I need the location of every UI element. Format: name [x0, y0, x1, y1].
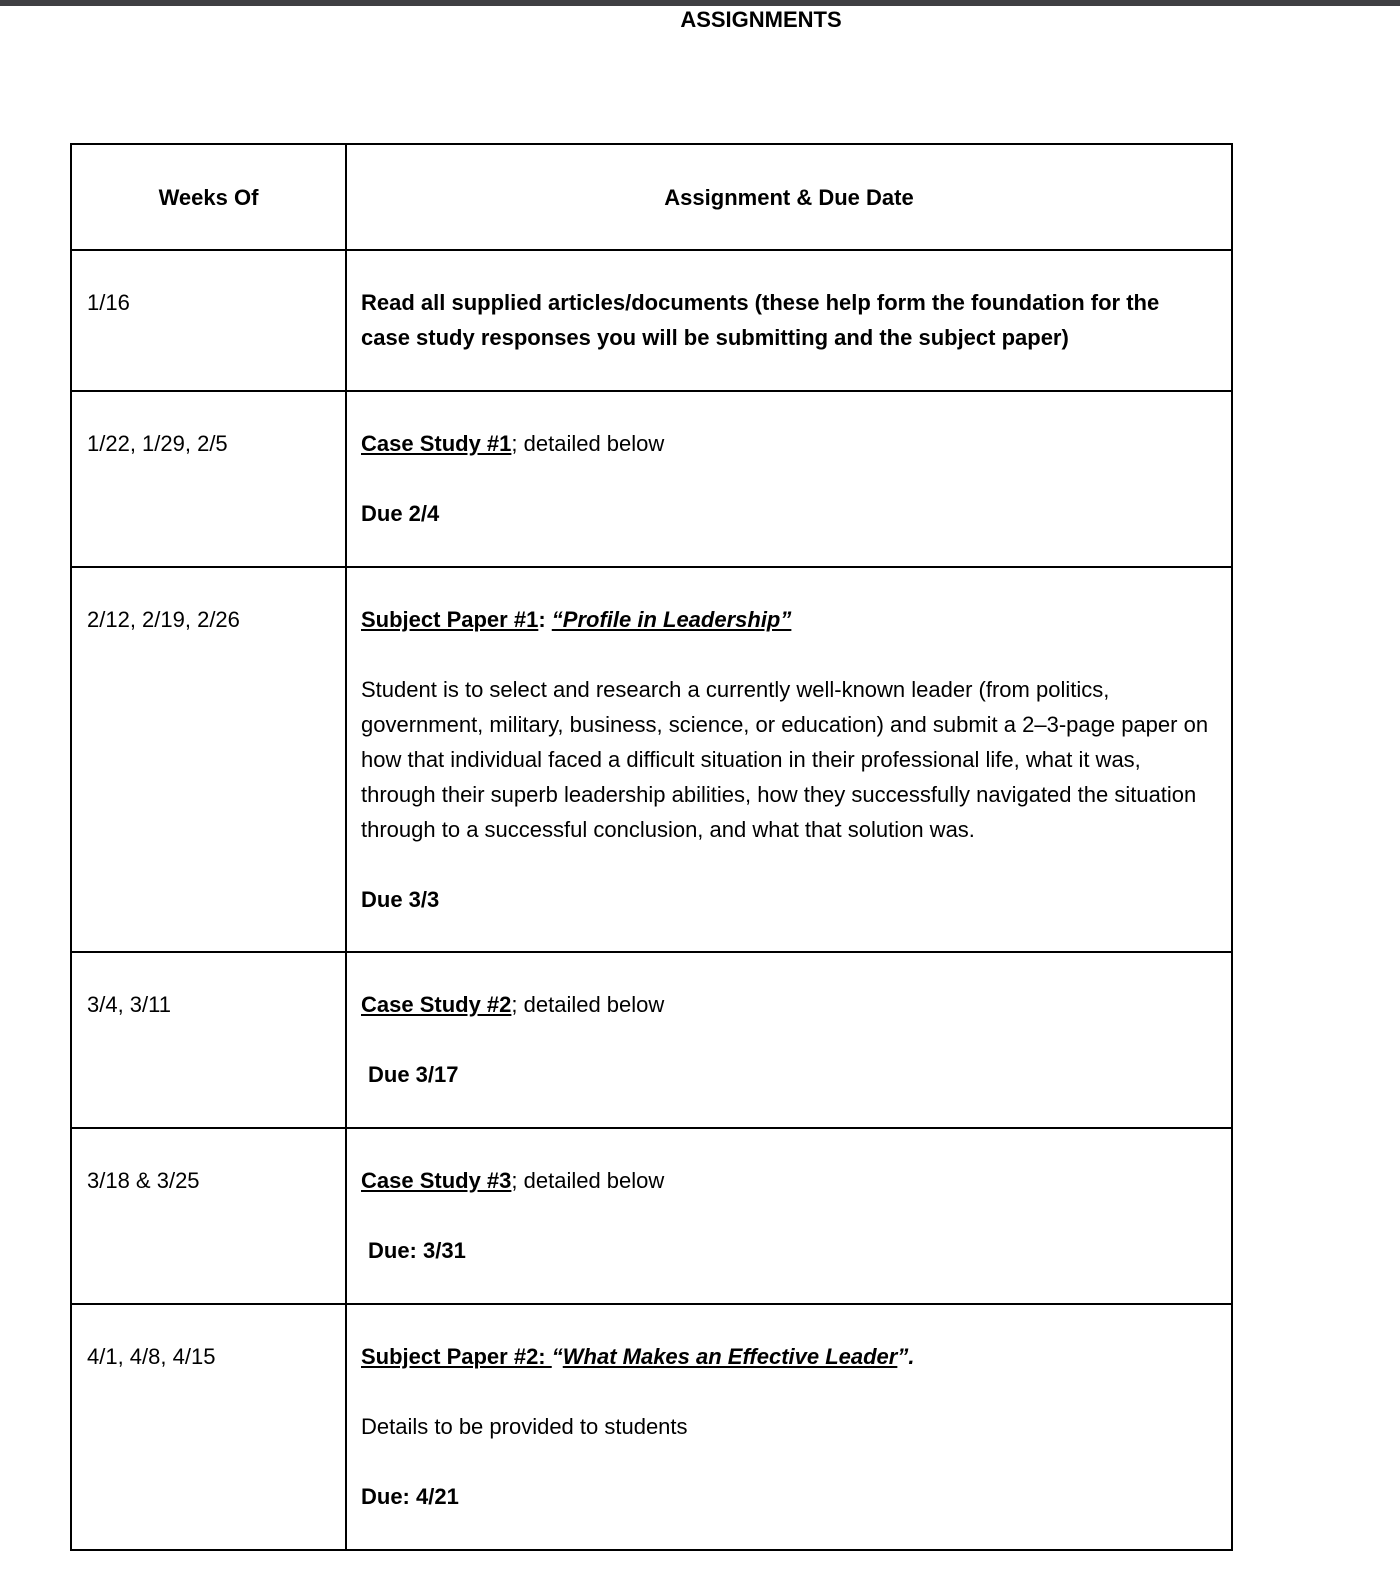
- header-assignment-due-date: Assignment & Due Date: [346, 144, 1232, 250]
- assignment-subtitle: What Makes an Effective Leader: [562, 1344, 898, 1369]
- due-date: Due: 4/21: [361, 1484, 459, 1509]
- table-row: [71, 1304, 1232, 1550]
- assignment-cell: [346, 1128, 1232, 1304]
- table-header-row: [71, 144, 1232, 250]
- weeks-cell: 2/12, 2/19, 2/26: [71, 567, 346, 952]
- due-date: Due 2/4: [361, 501, 440, 526]
- window-top-bar: [0, 0, 1400, 6]
- due-date: Due 3/3: [361, 887, 440, 912]
- assignment-title: Case Study #3: [361, 1168, 512, 1193]
- assignment-cell: [346, 1304, 1232, 1550]
- assignment-cell: [346, 391, 1232, 567]
- assignment-title: Subject Paper #1: [361, 607, 539, 632]
- table-row: [71, 250, 1232, 391]
- assignment-title: Subject Paper #2:: [361, 1344, 552, 1369]
- assignment-title-line: [361, 1339, 1213, 1374]
- assignment-cell: [346, 952, 1232, 1128]
- assignment-title-line: [361, 987, 1213, 1022]
- assignment-cell: [346, 567, 1232, 952]
- assignment-description: Student is to select and research a currently well-known leader (from politics, government, military, business, science, or education) and submit a 2–3-page paper on how that individual faced a difficult situation in their professional life, what it was, through their superb leadership abilities, how they successfully navigated the situation through to a successful conclusion, and what that solution was.: [361, 677, 1209, 842]
- assignment-suffix: ; detailed below: [511, 1168, 665, 1193]
- weeks-cell: 3/4, 3/11: [71, 952, 346, 1128]
- assignment-suffix: ; detailed below: [511, 992, 665, 1017]
- open-quote: “: [551, 1344, 563, 1369]
- table-row: [71, 391, 1232, 567]
- assignments-table: [70, 143, 1233, 1551]
- weeks-cell: 3/18 & 3/25: [71, 1128, 346, 1304]
- weeks-cell: 1/16: [71, 250, 346, 391]
- due-date: Due: 3/31: [368, 1238, 466, 1263]
- page-title: ASSIGNMENTS: [680, 7, 842, 32]
- reading-instructions: Read all supplied articles/documents (these help form the foundation for the case study responses you will be submitting and the subject paper): [361, 290, 1160, 350]
- assignment-subtitle: “Profile in Leadership”: [551, 607, 792, 632]
- assignment-title-line: [361, 602, 1213, 637]
- table-row: [71, 1128, 1232, 1304]
- assignment-title: Case Study #1: [361, 431, 512, 456]
- assignment-description: Details to be provided to students: [361, 1414, 688, 1439]
- due-date: Due 3/17: [368, 1062, 459, 1087]
- assignment-suffix: ; detailed below: [511, 431, 665, 456]
- assignment-cell: [346, 250, 1232, 391]
- assignment-title-line: [361, 426, 1213, 461]
- header-weeks-of: Weeks Of: [71, 144, 346, 250]
- table-row: [71, 952, 1232, 1128]
- weeks-cell: 1/22, 1/29, 2/5: [71, 391, 346, 567]
- close-quote: ”.: [897, 1344, 915, 1369]
- weeks-cell: 4/1, 4/8, 4/15: [71, 1304, 346, 1550]
- assignment-title-line: [361, 1163, 1213, 1198]
- assignment-title: Case Study #2: [361, 992, 512, 1017]
- title-separator: :: [538, 607, 552, 632]
- table-row: [71, 567, 1232, 952]
